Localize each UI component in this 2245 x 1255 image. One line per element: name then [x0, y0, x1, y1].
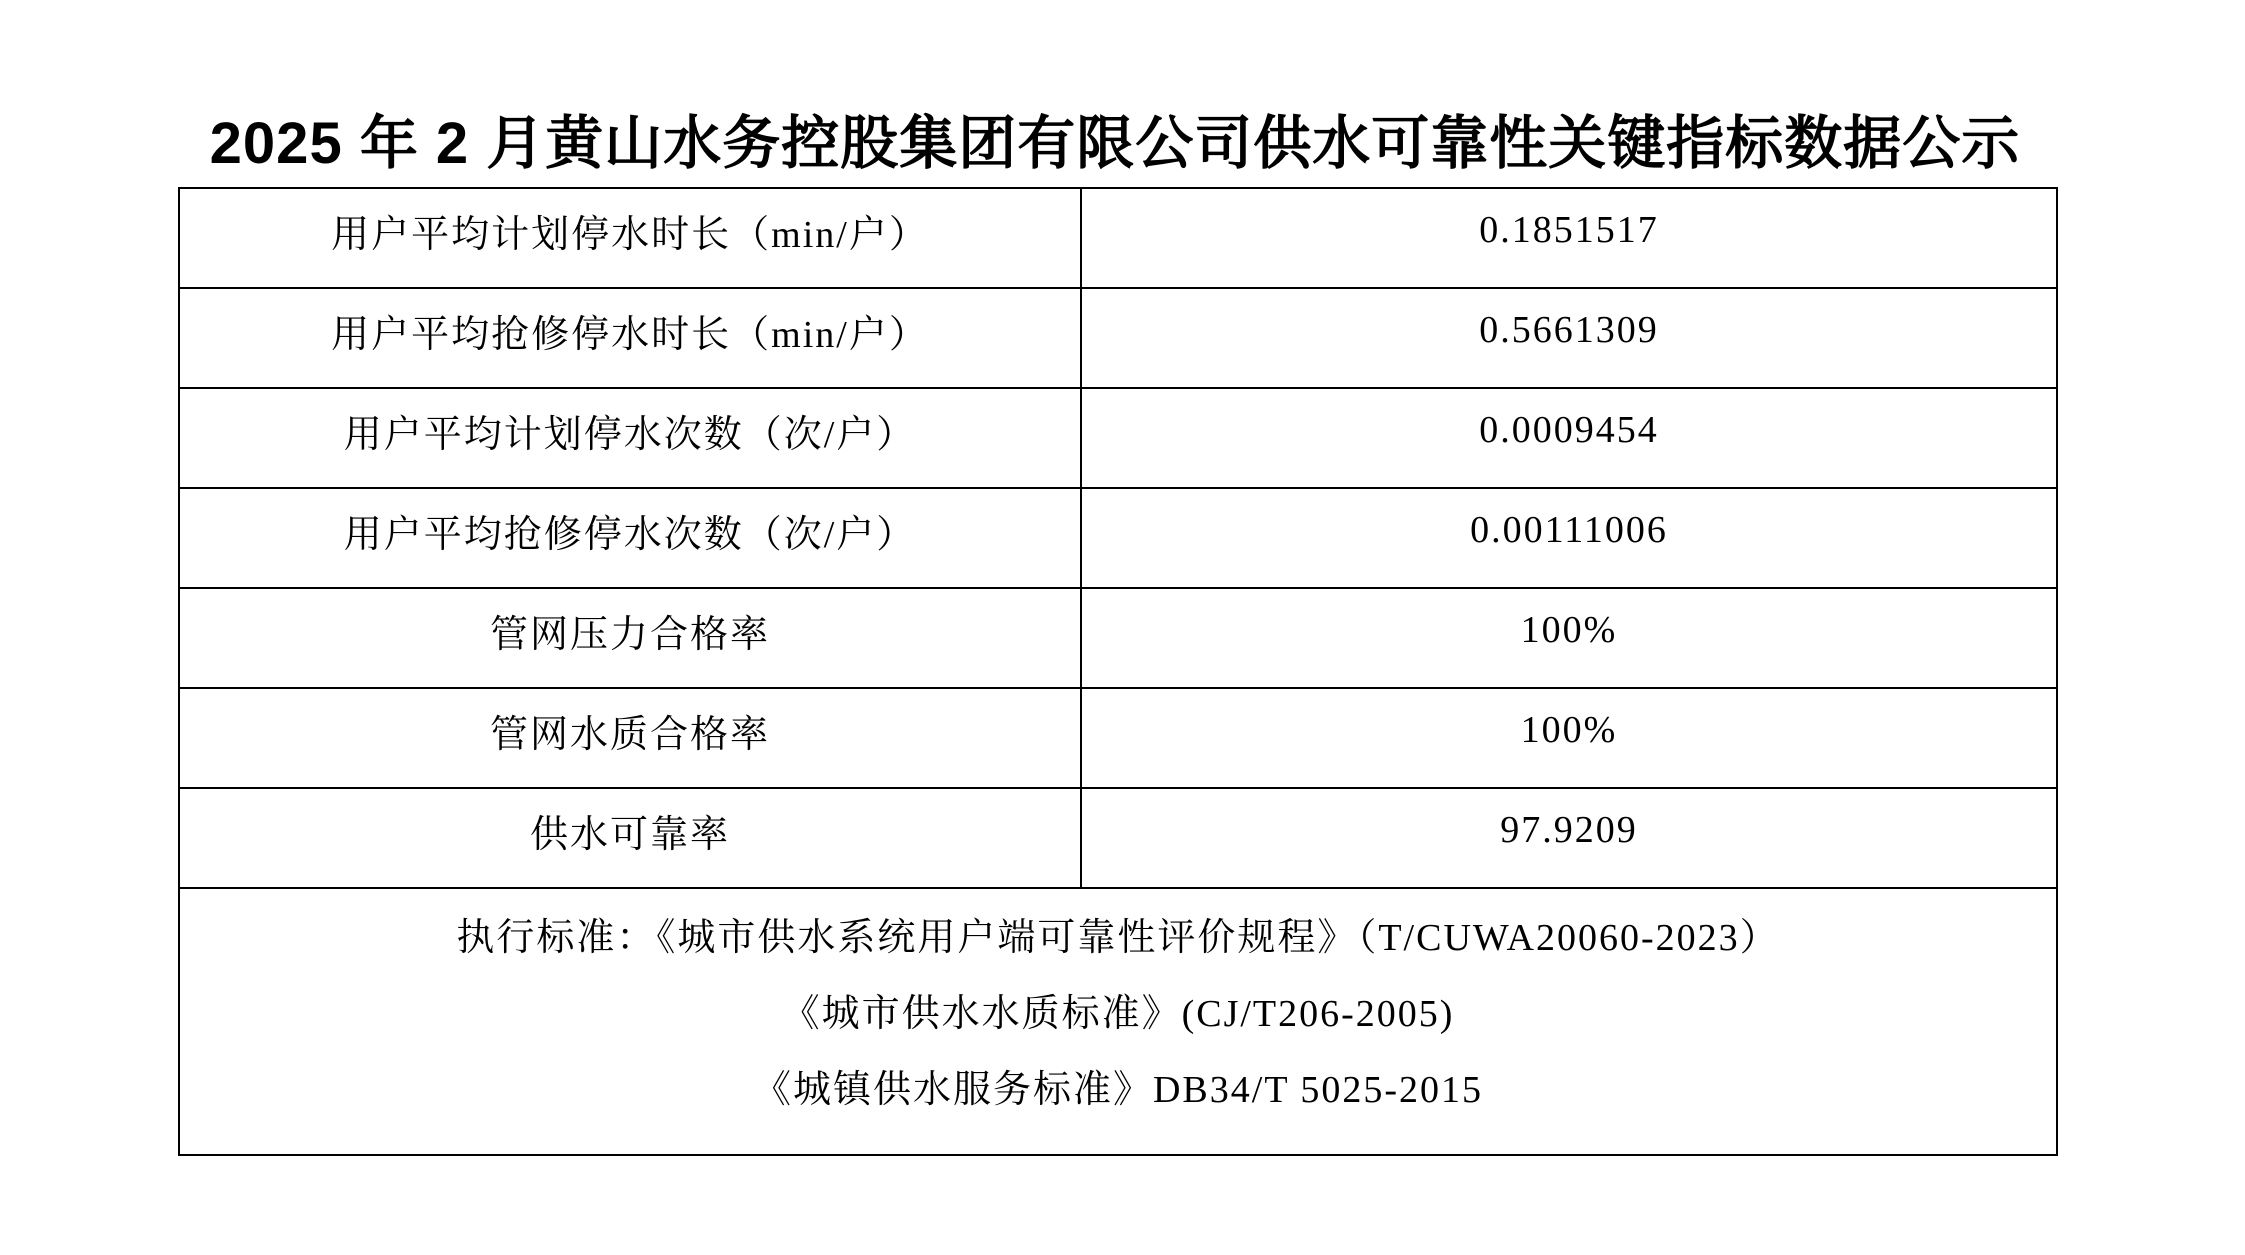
indicator-value: 100%: [1081, 688, 2057, 788]
table-row: [179, 588, 2057, 688]
kpi-table: [178, 187, 2058, 1156]
table-row: [179, 288, 2057, 388]
standard-line: 执行标准：《城市供水系统用户端可靠性评价规程》（T/CUWA20060-2023）: [456, 916, 1780, 959]
indicator-label: 用户平均计划停水时长（min/户）: [179, 188, 1081, 288]
indicator-label: 用户平均计划停水次数（次/户）: [179, 388, 1081, 488]
indicator-label: 用户平均抢修停水次数（次/户）: [179, 488, 1081, 588]
table-row: [179, 688, 2057, 788]
indicator-label: 管网压力合格率: [179, 588, 1081, 688]
indicator-value: 0.1851517: [1081, 188, 2057, 288]
indicator-label: 管网水质合格率: [179, 688, 1081, 788]
table-row: [179, 188, 2057, 288]
table-row: [179, 388, 2057, 488]
indicator-value: 0.0009454: [1081, 388, 2057, 488]
table-row: [179, 488, 2057, 588]
table-row: [179, 788, 2057, 888]
standards-list: [180, 889, 2056, 1138]
indicator-label: 供水可靠率: [179, 788, 1081, 888]
standards-footer: [179, 888, 2057, 1155]
indicator-label: 用户平均抢修停水时长（min/户）: [179, 288, 1081, 388]
indicator-value: 0.00111006: [1081, 488, 2057, 588]
indicator-value: 0.5661309: [1081, 288, 2057, 388]
standard-line: 《城镇供水服务标准》DB34/T 5025-2015: [752, 1068, 1484, 1111]
table-footer-row: [179, 888, 2057, 1155]
indicator-value: 100%: [1081, 588, 2057, 688]
page-title: 2025 年 2 月黄山水务控股集团有限公司供水可靠性关键指标数据公示: [209, 111, 2021, 176]
indicator-value: 97.9209: [1081, 788, 2057, 888]
standard-line: 《城市供水水质标准》(CJ/T206-2005): [781, 992, 1455, 1035]
